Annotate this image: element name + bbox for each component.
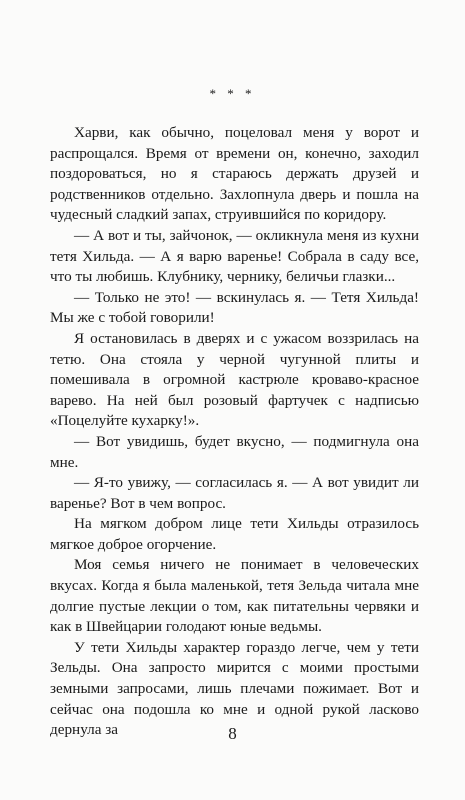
paragraph: Харви, как обычно, поцеловал меня у ворот и распрощался. Время от времени он, конечно, заходил поздороваться, но я стараюсь держать друзей и родственников отдельно. Захлопнула дверь и пошла на чудесный сладкий запах, струившийся по коридору. [50,124,419,224]
paragraph: На мягком добром лице тети Хильды отразилось мягкое доброе огорчение. [50,515,419,553]
section-separator: * * * [209,86,256,101]
paragraph: У тети Хильды характер гораздо легче, чем у тети Зельды. Она запросто мирится с моими простыми земными запросами, лишь плечами пожимает. Вот и сейчас она подошла ко мне и одной рукой ласково дернула за [50,638,419,739]
paragraph: — Вот увидишь, будет вкусно, — подмигнула она мне. [50,432,419,471]
paragraph: — А вот и ты, зайчонок, — окликнула меня из кухни тетя Хильда. — А я варю варенье! Собрала в саду все, что ты любишь. Клубнику, чернику, беличьи глазки... [50,226,419,286]
paragraph: — Только не это! — вскинулась я. — Тетя Хильда! Мы же с тобой говорили! [50,288,419,327]
paragraph: Я остановилась в дверях и с ужасом воззрилась на тетю. Она стояла у черной чугунной плиты и помешивала в огромной кастрюле кроваво-красное варево. На ней был розовый фартучек с надписью «Поцелуйте кухарку!». [50,329,419,430]
paragraph: Моя семья ничего не понимает в человеческих вкусах. Когда я была маленькой, тетя Зельда читала мне долгие пустые лекции о том, как питательны червяки и как в Швейцарии голодают юные ведьмы. [50,556,419,636]
page-number: 8 [228,724,237,743]
body-text [50,123,419,741]
paragraph: — Я-то увижу, — согласилась я. — А вот увидит ли варенье? Вот в чем вопрос. [50,474,419,512]
